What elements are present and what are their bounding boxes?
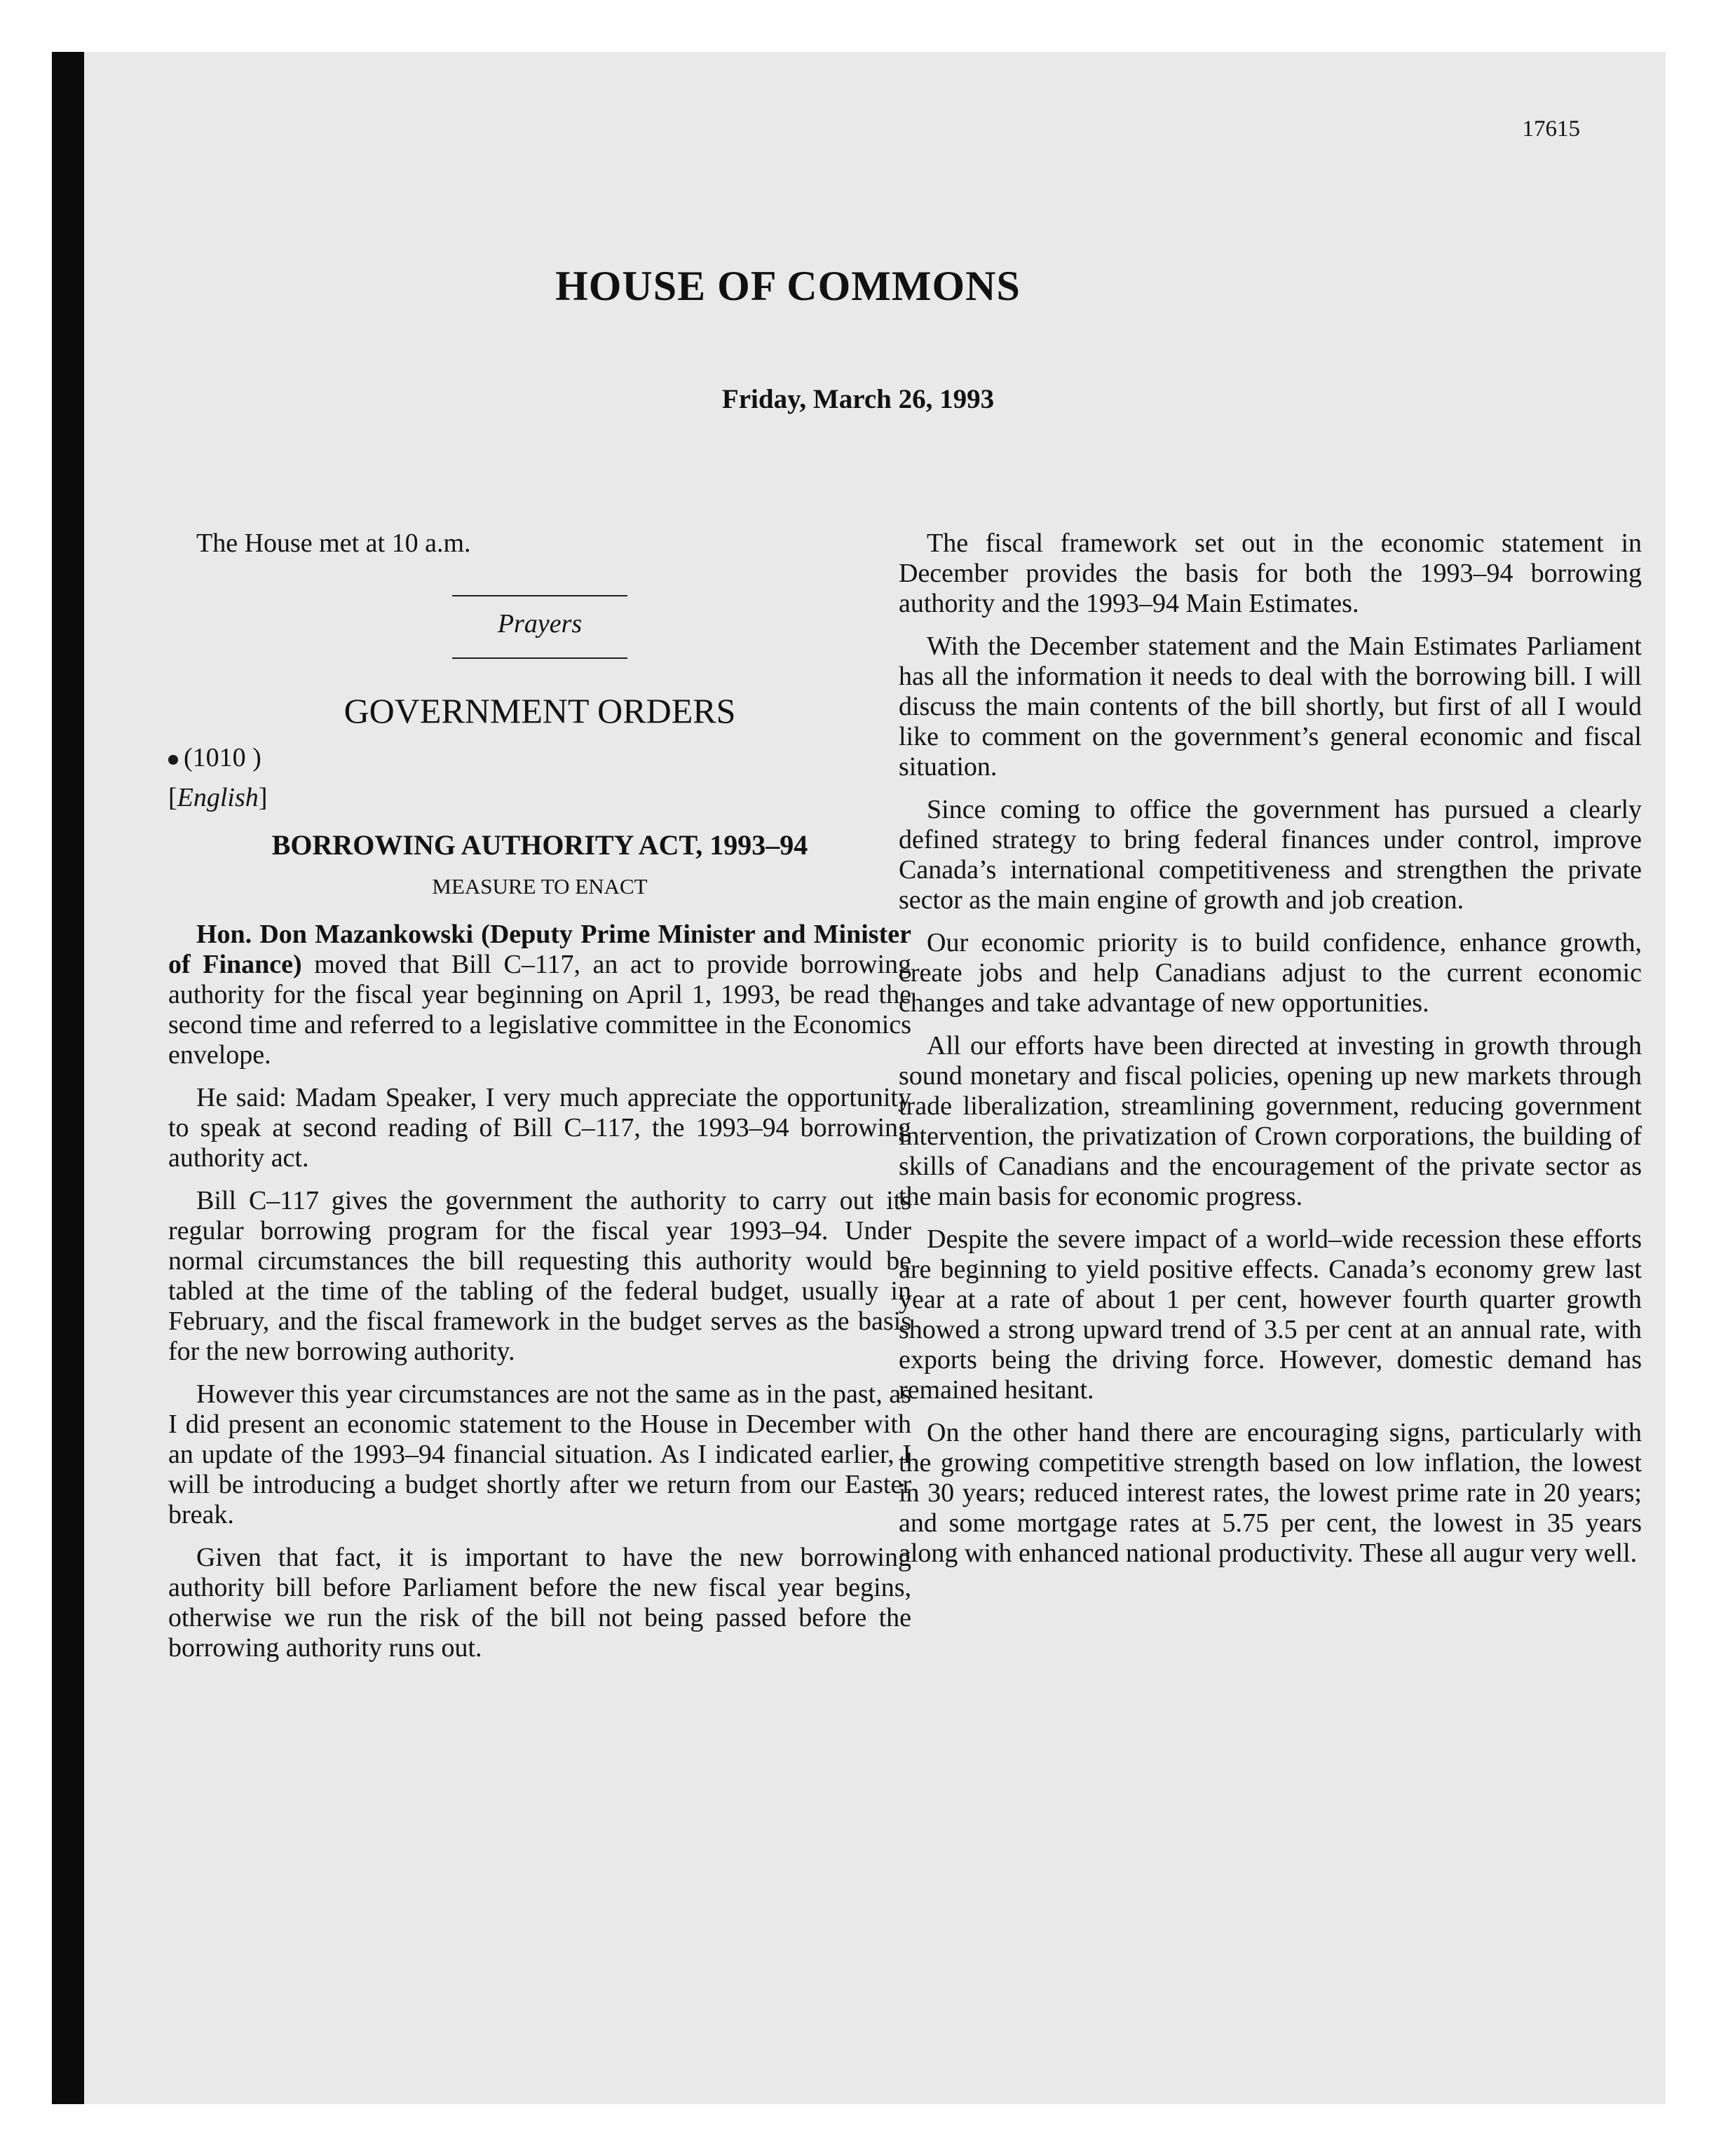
language-marker (168, 783, 911, 813)
chamber-title: HOUSE OF COMMONS (555, 263, 1021, 309)
paragraph: Given that fact, it is important to have the new borrowing authority bill before Parliament before the new fiscal year begins, otherwise we run the risk of the bill not being passed before the borrowing authority runs out. (168, 1543, 911, 1663)
bill-subtitle: MEASURE TO ENACT (432, 874, 648, 899)
motion-paragraph (168, 920, 911, 1070)
section-heading: GOVERNMENT ORDERS (343, 691, 736, 730)
paragraph: All our efforts have been directed at investing in growth through sound monetary and fiscal policies, opening up new markets through trade liberalization, streamlining government, reducing government intervention, the privatization of Crown corporations, the building of skills of Canadians and the encouragement of the private sector as the main basis for economic progress. (899, 1031, 1642, 1211)
paragraph: He said: Madam Speaker, I very much appreciate the opportunity to speak at second reading of Bill C–117, the 1993–94 borrowing authority act. (168, 1083, 911, 1173)
prayers-heading: Prayers (497, 609, 583, 639)
timestamp (168, 743, 911, 773)
right-column (899, 528, 1642, 1581)
speaker-name: Hon. Don Mazankowski (Deputy Prime Minister and Minister of Finance) (168, 920, 911, 979)
paragraph: With the December statement and the Main Estimates Parliament has all the information it needs to deal with the borrowing bill. I will discuss the main contents of the bill shortly, but first of all I would like to comment on the government’s general economic and fiscal situation. (899, 632, 1642, 782)
paragraph: However this year circumstances are not the same as in the past, as I did present an economic statement to the House in December with an update of the 1993–94 financial situation. As I indicated earlier, I will be introducing a budget shortly after we return from our Easter break. (168, 1379, 911, 1529)
language-label: English (177, 783, 259, 812)
language-bracket-close: ] (258, 783, 268, 812)
timestamp-text: (1010 ) (184, 743, 261, 772)
bullet-icon (168, 755, 178, 765)
sitting-opening: The House met at 10 a.m. (196, 528, 471, 558)
paragraph: On the other hand there are encouraging signs, particularly with the growing competitive strength based on low inflation, the lowest in 30 years; reduced interest rates, the lowest prime rate in 20 years; and some mortgage rates at 5.75 per cent, the lowest in 35 years along with enhanced national productivity. These all augur very well. (899, 1418, 1642, 1568)
scanned-page (52, 52, 1666, 2104)
paragraph: Bill C–117 gives the government the authority to carry out its regular borrowing program for the fiscal year 1993–94. Under normal circumstances the bill requesting this authority would be tabled at the time of the tabling of the federal budget, usually in February, and the fiscal framework in the budget serves as the basis for the new borrowing authority. (168, 1186, 911, 1366)
paragraph: Our economic priority is to build confidence, enhance growth, create jobs and help Canadians adjust to the current economic changes and take advantage of new opportunities. (899, 928, 1642, 1018)
bill-title: BORROWING AUTHORITY ACT, 1993–94 (271, 829, 808, 861)
paragraph: The fiscal framework set out in the economic statement in December provides the basis for both the 1993–94 borrowing authority and the 1993–94 Main Estimates. (899, 528, 1642, 618)
motion-text: moved that Bill C–117, an act to provide borrowing authority for the fiscal year beginning on April 1, 1993, be read the second time and referred to a legislative committee in the Economics envelope. (168, 950, 912, 1070)
divider-rule (452, 595, 627, 596)
page-number: 17615 (1522, 116, 1580, 142)
sitting-date: Friday, March 26, 1993 (721, 384, 995, 414)
language-bracket-open: [ (168, 783, 177, 812)
paragraph: Despite the severe impact of a world–wide recession these efforts are beginning to yield positive effects. Canada’s economy grew last year at a rate of about 1 per cent, however fourth quarter growth showed a strong upward trend of 3.5 per cent at an annual rate, with exports being the driving force. However, domestic demand has remained hesitant. (899, 1224, 1642, 1405)
divider-rule (452, 657, 627, 659)
binding-edge (52, 52, 84, 2104)
paragraph: Since coming to office the government has pursued a clearly defined strategy to bring federal finances under control, improve Canada’s international competitiveness and strengthen the private sector as the main engine of growth and job creation. (899, 795, 1642, 915)
left-column (168, 528, 911, 1676)
